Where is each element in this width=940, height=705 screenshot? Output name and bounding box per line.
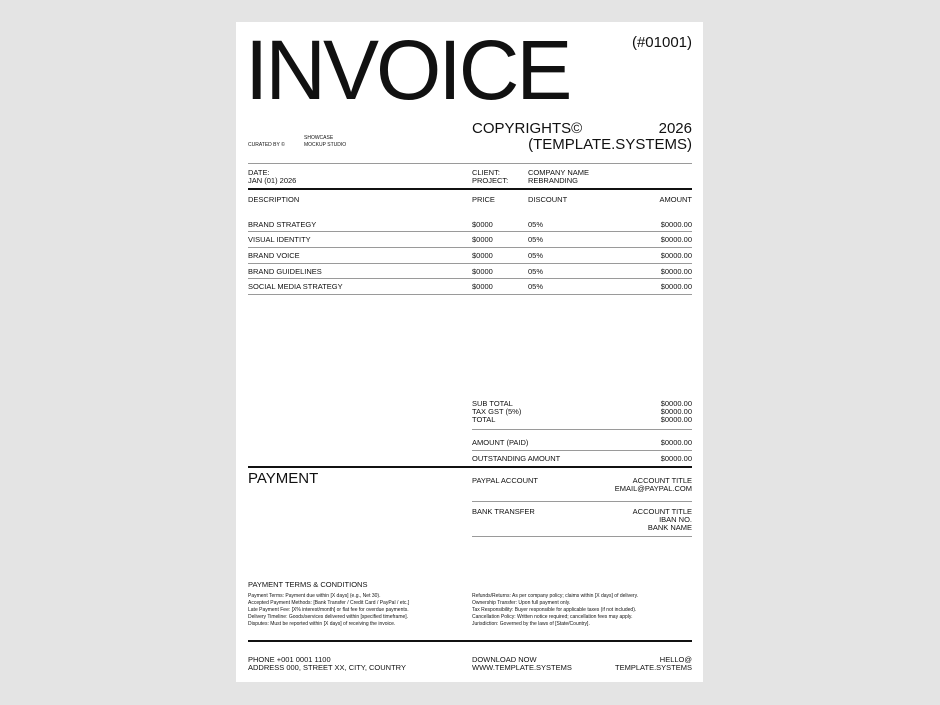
- download-link[interactable]: DOWNLOAD NOW WWW.TEMPLATE.SYSTEMS: [472, 655, 572, 672]
- row-discount: 05%: [528, 282, 544, 291]
- amount-paid-value: $0000.00: [660, 438, 692, 447]
- row-price: $0000: [472, 282, 493, 291]
- row-description: BRAND GUIDELINES: [248, 267, 322, 276]
- table-row: [236, 216, 703, 231]
- total-value: $0000.00: [660, 415, 692, 424]
- date-value: JAN (01) 2026: [248, 176, 297, 185]
- col-header-discount: DISCOUNT: [528, 195, 568, 204]
- showcase-label: SHOWCASE MOCKUP STUDIO: [304, 135, 347, 148]
- table-row: [236, 263, 703, 278]
- divider: [248, 163, 692, 164]
- row-amount: $0000.00: [660, 267, 692, 276]
- client-value: COMPANY NAME: [528, 168, 589, 177]
- table-row: [236, 231, 703, 246]
- curated-by: CURATED BY ©: [248, 142, 285, 148]
- divider: [472, 501, 692, 502]
- row-description: BRAND VOICE: [248, 251, 300, 260]
- row-description: BRAND STRATEGY: [248, 220, 317, 229]
- divider: [248, 640, 692, 642]
- project-value: REBRANDING: [528, 176, 579, 185]
- invoice-year: 2026: [658, 120, 692, 137]
- paypal-details: ACCOUNT TITLE EMAIL@PAYPAL.COM: [614, 476, 692, 493]
- row-price: $0000: [472, 235, 493, 244]
- terms-right: Refunds/Returns: As per company policy; claims within [X days] of delivery. Ownership Transfer: Upon full payment only. Tax Responsibility: Buyer responsible for applicable taxes (if not included). Cancellation Policy: Written notice required; cancellation fees may apply. Jurisdiction: Governed by the laws of [State/Country].: [472, 593, 639, 627]
- divider: [472, 450, 692, 451]
- row-description: VISUAL IDENTITY: [248, 235, 311, 244]
- table-row: [236, 278, 703, 293]
- outstanding-value: $0000.00: [660, 454, 692, 463]
- invoice-title: INVOICE: [245, 23, 570, 117]
- invoice-number: (#01001): [631, 34, 692, 51]
- contact-info: PHONE +001 0001 1100 ADDRESS 000, STREET XX, CITY, COUNTRY: [248, 655, 406, 672]
- tax-value: $0000.00: [660, 407, 692, 416]
- divider: [248, 466, 692, 468]
- total-label: TOTAL: [472, 415, 496, 424]
- website-heading: (TEMPLATE.SYSTEMS): [528, 136, 692, 153]
- bank-details: ACCOUNT TITLE IBAN NO. BANK NAME: [632, 507, 692, 532]
- project-label: PROJECT:: [472, 176, 509, 185]
- row-discount: 05%: [528, 220, 544, 229]
- email-contact[interactable]: HELLO@ TEMPLATE.SYSTEMS: [615, 655, 692, 672]
- row-price: $0000: [472, 220, 493, 229]
- client-label: CLIENT:: [472, 168, 500, 177]
- copyright-label: COPYRIGHTS©: [472, 120, 583, 137]
- terms-left: Payment Terms: Payment due within [X days] (e.g., Net 30). Accepted Payment Methods: [Bank Transfer / Credit Card / PayPal / etc.] Late Payment Fee: [X% interest/month] or flat fee for overdue payments. Delivery Timeline: Goods/services delivered within [specified timeframe]. Disputes: Must be reported within [X days] of receiving the invoice.: [248, 593, 410, 627]
- divider: [248, 188, 692, 190]
- tax-label: TAX GST (5%): [472, 407, 522, 416]
- col-header-description: DESCRIPTION: [248, 195, 300, 204]
- divider: [472, 429, 692, 430]
- row-discount: 05%: [528, 235, 544, 244]
- row-price: $0000: [472, 251, 493, 260]
- table-row: [236, 247, 703, 262]
- payment-heading: PAYMENT: [248, 470, 319, 487]
- date-label: DATE:: [248, 168, 270, 177]
- row-price: $0000: [472, 267, 493, 276]
- paypal-label: PAYPAL ACCOUNT: [472, 476, 538, 485]
- bank-transfer-label: BANK TRANSFER: [472, 507, 535, 516]
- row-amount: $0000.00: [660, 251, 692, 260]
- subtotal-value: $0000.00: [660, 399, 692, 408]
- outstanding-label: OUTSTANDING AMOUNT: [472, 454, 561, 463]
- divider: [248, 294, 692, 295]
- row-amount: $0000.00: [660, 235, 692, 244]
- terms-heading: PAYMENT TERMS & CONDITIONS: [248, 580, 368, 589]
- col-header-price: PRICE: [472, 195, 495, 204]
- row-discount: 05%: [528, 251, 544, 260]
- col-header-amount: AMOUNT: [659, 195, 692, 204]
- subtotal-label: SUB TOTAL: [472, 399, 513, 408]
- row-amount: $0000.00: [660, 282, 692, 291]
- row-amount: $0000.00: [660, 220, 692, 229]
- row-discount: 05%: [528, 267, 544, 276]
- divider: [472, 536, 692, 537]
- invoice-sheet: [236, 22, 703, 682]
- row-description: SOCIAL MEDIA STRATEGY: [248, 282, 343, 291]
- amount-paid-label: AMOUNT (PAID): [472, 438, 529, 447]
